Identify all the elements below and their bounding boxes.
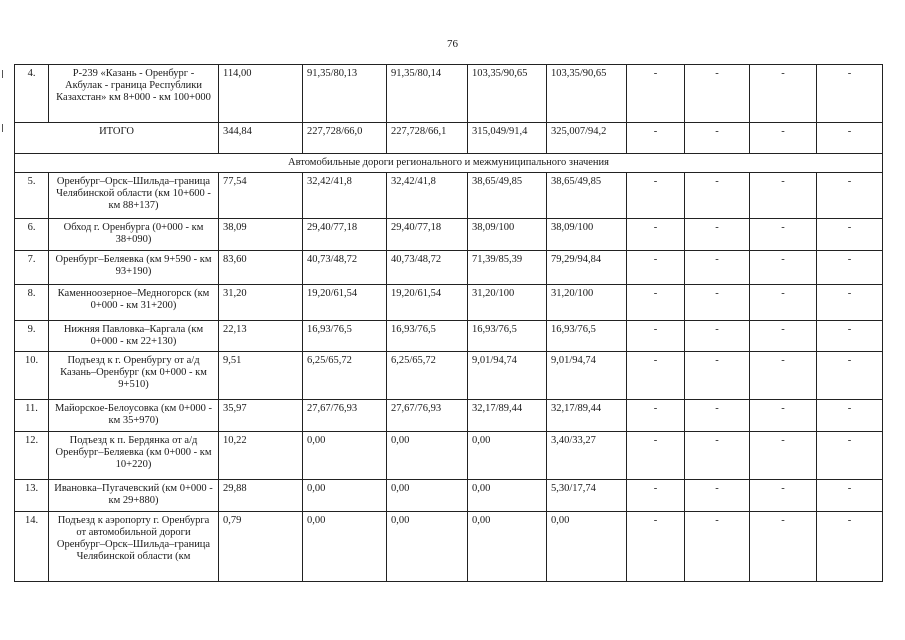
dash-cell: - <box>627 285 685 321</box>
value-cell: 91,35/80,13 <box>303 65 387 123</box>
dash-cell: - <box>685 321 750 352</box>
value-cell: 79,29/94,84 <box>547 251 627 285</box>
dash-cell: - <box>627 321 685 352</box>
length-value: 9,51 <box>219 352 303 400</box>
dash-cell: - <box>685 65 750 123</box>
dash-cell: - <box>817 285 883 321</box>
section-row <box>15 154 883 173</box>
value-cell: 0,00 <box>468 512 547 582</box>
road-name: Майорское-Белоусовка (км 0+000 - км 35+970) <box>49 400 219 432</box>
value-cell: 71,39/85,39 <box>468 251 547 285</box>
value-cell: 9,01/94,74 <box>468 352 547 400</box>
value-cell: 38,65/49,85 <box>468 173 547 219</box>
value-cell: 29,40/77,18 <box>387 219 468 251</box>
dash-cell: - <box>685 219 750 251</box>
value-cell: 0,00 <box>387 480 468 512</box>
value-cell: 3,40/33,27 <box>547 432 627 480</box>
length-value: 29,88 <box>219 480 303 512</box>
dash-cell: - <box>750 251 817 285</box>
table-row <box>15 285 883 321</box>
dash-cell: - <box>627 480 685 512</box>
total-label: ИТОГО <box>15 123 219 154</box>
dash-cell: - <box>750 400 817 432</box>
value-cell: 32,17/89,44 <box>468 400 547 432</box>
length-value: 10,22 <box>219 432 303 480</box>
dash-cell: - <box>750 285 817 321</box>
road-name: Оренбург–Беляевка (км 9+590 - км 93+190) <box>49 251 219 285</box>
road-name: Подъезд к аэропорту г. Оренбурга от автомобильной дороги Оренбург–Орск–Шильда–граница Челябинской области (км <box>49 512 219 582</box>
dash-cell: - <box>685 123 750 154</box>
roads-table <box>14 64 883 582</box>
length-value: 38,09 <box>219 219 303 251</box>
value-cell: 38,65/49,85 <box>547 173 627 219</box>
dash-cell: - <box>817 65 883 123</box>
length-value: 114,00 <box>219 65 303 123</box>
scan-edge-mark <box>2 70 3 78</box>
length-value: 0,79 <box>219 512 303 582</box>
dash-cell: - <box>627 219 685 251</box>
length-value: 31,20 <box>219 285 303 321</box>
row-number: 6. <box>15 219 49 251</box>
table-row <box>15 65 883 123</box>
section-title: Автомобильные дороги регионального и межмуниципального значения <box>15 154 883 173</box>
row-number: 4. <box>15 65 49 123</box>
road-name: Подъезд к п. Бердянка от а/д Оренбург–Беляевка (км 0+000 - км 10+220) <box>49 432 219 480</box>
value-cell: 32,42/41,8 <box>387 173 468 219</box>
row-number: 11. <box>15 400 49 432</box>
value-cell: 16,93/76,5 <box>303 321 387 352</box>
value-cell: 38,09/100 <box>547 219 627 251</box>
dash-cell: - <box>817 173 883 219</box>
length-value: 35,97 <box>219 400 303 432</box>
dash-cell: - <box>750 173 817 219</box>
dash-cell: - <box>817 512 883 582</box>
dash-cell: - <box>750 65 817 123</box>
total-value: 227,728/66,1 <box>387 123 468 154</box>
value-cell: 0,00 <box>303 512 387 582</box>
dash-cell: - <box>685 173 750 219</box>
road-name: Подъезд к г. Оренбургу от а/д Казань–Оренбург (км 0+000 - км 9+510) <box>49 352 219 400</box>
value-cell: 0,00 <box>387 432 468 480</box>
road-name: Ивановка–Пугачевский (км 0+000 - км 29+880) <box>49 480 219 512</box>
dash-cell: - <box>627 123 685 154</box>
total-value: 315,049/91,4 <box>468 123 547 154</box>
row-number: 7. <box>15 251 49 285</box>
dash-cell: - <box>817 480 883 512</box>
table-row <box>15 219 883 251</box>
value-cell: 16,93/76,5 <box>547 321 627 352</box>
value-cell: 32,42/41,8 <box>303 173 387 219</box>
total-value: 325,007/94,2 <box>547 123 627 154</box>
value-cell: 16,93/76,5 <box>387 321 468 352</box>
dash-cell: - <box>685 352 750 400</box>
dash-cell: - <box>817 219 883 251</box>
table-row <box>15 352 883 400</box>
dash-cell: - <box>750 512 817 582</box>
value-cell: 6,25/65,72 <box>387 352 468 400</box>
dash-cell: - <box>817 352 883 400</box>
row-number: 12. <box>15 432 49 480</box>
table-row <box>15 400 883 432</box>
value-cell: 31,20/100 <box>468 285 547 321</box>
dash-cell: - <box>817 321 883 352</box>
row-number: 13. <box>15 480 49 512</box>
value-cell: 40,73/48,72 <box>387 251 468 285</box>
dash-cell: - <box>685 432 750 480</box>
dash-cell: - <box>685 480 750 512</box>
table-row <box>15 173 883 219</box>
page-number: 76 <box>447 38 458 50</box>
road-name: Нижняя Павловка–Каргала (км 0+000 - км 22+130) <box>49 321 219 352</box>
dash-cell: - <box>627 512 685 582</box>
length-value: 83,60 <box>219 251 303 285</box>
value-cell: 0,00 <box>468 480 547 512</box>
value-cell: 9,01/94,74 <box>547 352 627 400</box>
value-cell: 103,35/90,65 <box>468 65 547 123</box>
length-value: 22,13 <box>219 321 303 352</box>
dash-cell: - <box>817 123 883 154</box>
value-cell: 0,00 <box>303 480 387 512</box>
dash-cell: - <box>627 400 685 432</box>
dash-cell: - <box>750 480 817 512</box>
dash-cell: - <box>750 432 817 480</box>
row-number: 5. <box>15 173 49 219</box>
value-cell: 0,00 <box>547 512 627 582</box>
row-number: 10. <box>15 352 49 400</box>
value-cell: 91,35/80,14 <box>387 65 468 123</box>
dash-cell: - <box>627 173 685 219</box>
dash-cell: - <box>750 123 817 154</box>
scan-edge-mark <box>2 124 3 132</box>
table-row <box>15 480 883 512</box>
table-row <box>15 512 883 582</box>
table-row <box>15 432 883 480</box>
value-cell: 40,73/48,72 <box>303 251 387 285</box>
value-cell: 0,00 <box>303 432 387 480</box>
total-value: 227,728/66,0 <box>303 123 387 154</box>
value-cell: 19,20/61,54 <box>303 285 387 321</box>
road-name: Оренбург–Орск–Шильда–граница Челябинской области (км 10+600 - км 88+137) <box>49 173 219 219</box>
value-cell: 103,35/90,65 <box>547 65 627 123</box>
value-cell: 16,93/76,5 <box>468 321 547 352</box>
value-cell: 31,20/100 <box>547 285 627 321</box>
dash-cell: - <box>685 400 750 432</box>
dash-cell: - <box>685 251 750 285</box>
dash-cell: - <box>627 352 685 400</box>
table-row <box>15 251 883 285</box>
dash-cell: - <box>750 321 817 352</box>
dash-cell: - <box>817 251 883 285</box>
row-number: 9. <box>15 321 49 352</box>
road-name: Обход г. Оренбурга (0+000 - км 38+090) <box>49 219 219 251</box>
total-row <box>15 123 883 154</box>
value-cell: 27,67/76,93 <box>303 400 387 432</box>
total-value: 344,84 <box>219 123 303 154</box>
value-cell: 19,20/61,54 <box>387 285 468 321</box>
dash-cell: - <box>817 400 883 432</box>
dash-cell: - <box>685 285 750 321</box>
value-cell: 27,67/76,93 <box>387 400 468 432</box>
dash-cell: - <box>627 432 685 480</box>
dash-cell: - <box>685 512 750 582</box>
row-number: 14. <box>15 512 49 582</box>
table-row <box>15 321 883 352</box>
road-name: Р-239 «Казань - Оренбург - Акбулак - граница Республики Казахстан» км 8+000 - км 100+000 <box>49 65 219 123</box>
value-cell: 0,00 <box>468 432 547 480</box>
length-value: 77,54 <box>219 173 303 219</box>
dash-cell: - <box>750 352 817 400</box>
value-cell: 29,40/77,18 <box>303 219 387 251</box>
value-cell: 6,25/65,72 <box>303 352 387 400</box>
value-cell: 38,09/100 <box>468 219 547 251</box>
value-cell: 32,17/89,44 <box>547 400 627 432</box>
dash-cell: - <box>627 251 685 285</box>
road-name: Каменноозерное–Медногорск (км 0+000 - км 31+200) <box>49 285 219 321</box>
value-cell: 5,30/17,74 <box>547 480 627 512</box>
value-cell: 0,00 <box>387 512 468 582</box>
row-number: 8. <box>15 285 49 321</box>
dash-cell: - <box>627 65 685 123</box>
dash-cell: - <box>817 432 883 480</box>
dash-cell: - <box>750 219 817 251</box>
